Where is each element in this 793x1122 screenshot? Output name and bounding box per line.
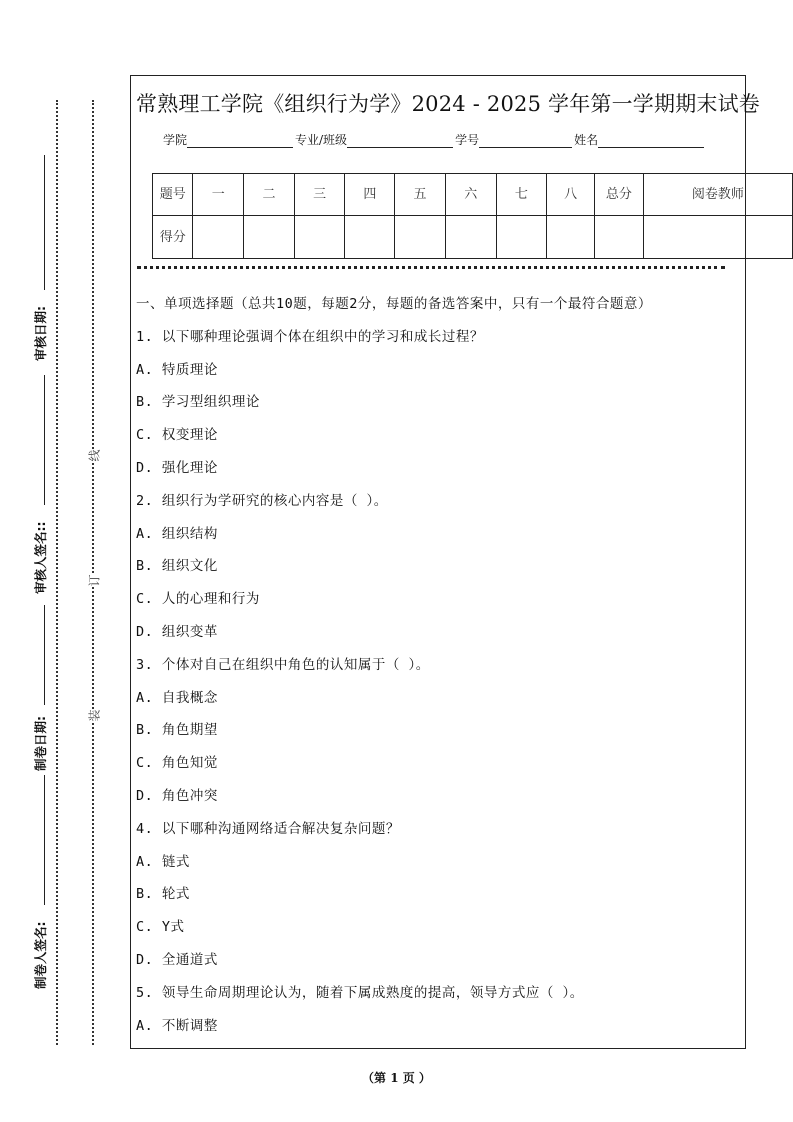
answer-option: D. 强化理论 [136, 460, 218, 476]
score-column-header: 四 [345, 174, 395, 216]
maker-sign-label: 制卷人签名: [33, 921, 48, 989]
score-column-header: 一 [193, 174, 244, 216]
score-cell[interactable] [643, 216, 792, 259]
answer-option: B. 角色期望 [136, 722, 218, 739]
student-id-label: 学号 [455, 133, 480, 147]
score-cell[interactable] [244, 216, 295, 259]
student-info-fields [163, 131, 706, 148]
question-text: 4. 以下哪种沟通网络适合解决复杂问题？ [136, 820, 400, 837]
answer-option: D. 组织变革 [136, 624, 218, 640]
answer-option: A. 不断调整 [136, 1017, 218, 1034]
dotted-margin-line [92, 100, 94, 1045]
question-text: 5. 领导生命周期理论认为，随着下属成熟度的提高，领导方式应（ ）。 [136, 984, 584, 1001]
major-field[interactable] [347, 133, 453, 148]
score-column-header: 二 [244, 174, 295, 216]
line-mark: 线 [87, 449, 102, 462]
major-label: 专业/班级 [295, 133, 348, 147]
answer-option: A. 自我概念 [136, 689, 218, 706]
score-cell[interactable] [193, 216, 244, 259]
score-cell[interactable] [594, 216, 643, 259]
score-column-header: 五 [395, 174, 446, 216]
review-date-label: 审核日期: [33, 306, 48, 361]
name-field[interactable] [598, 133, 704, 148]
score-column-header: 三 [294, 174, 345, 216]
answer-option: C. 权变理论 [136, 427, 218, 444]
score-cell[interactable] [496, 216, 547, 259]
signature-underline [44, 775, 45, 905]
college-label: 学院 [163, 133, 188, 147]
score-row-label: 得分 [153, 216, 193, 259]
answer-option: B. 学习型组织理论 [136, 394, 260, 411]
score-table [152, 173, 793, 259]
answer-option: A. 特质理论 [136, 361, 218, 378]
signature-underline [44, 155, 45, 290]
score-cell[interactable] [345, 216, 395, 259]
answer-option: C. 人的心理和行为 [136, 591, 260, 608]
answer-option: C. Y式 [136, 919, 185, 936]
signature-underline [44, 605, 45, 705]
answer-option: D. 角色冲突 [136, 788, 218, 804]
name-label: 姓名 [574, 133, 599, 147]
answer-option: C. 角色知觉 [136, 755, 218, 772]
question-text: 1. 以下哪种理论强调个体在组织中的学习和成长过程？ [136, 328, 484, 345]
answer-option: D. 全通道式 [136, 952, 218, 968]
score-column-header: 七 [496, 174, 547, 216]
student-id-field[interactable] [479, 133, 572, 148]
answer-option: B. 轮式 [136, 886, 190, 903]
score-column-header: 八 [547, 174, 595, 216]
score-column-header: 总分 [594, 174, 643, 216]
page-title: 常熟理工学院《组织行为学》2024 - 2025 学年第一学期期末试卷 [136, 92, 761, 116]
page-number: （第 1 页 ） [362, 1071, 431, 1085]
answer-option: B. 组织文化 [136, 558, 218, 575]
dotted-divider [137, 266, 725, 269]
question-text: 3. 个体对自己在组织中角色的认知属于（ ）。 [136, 656, 430, 673]
score-cell[interactable] [294, 216, 345, 259]
question-text: 2. 组织行为学研究的核心内容是（ ）。 [136, 492, 388, 509]
make-date-label: 制卷日期: [33, 716, 48, 771]
score-column-header: 六 [445, 174, 496, 216]
score-column-header: 阅卷教师 [643, 174, 792, 216]
section-heading: 一、单项选择题（总共10题，每题2分，每题的备选答案中，只有一个最符合题意） [136, 296, 652, 312]
signature-underline [44, 375, 45, 505]
answer-option: A. 链式 [136, 853, 190, 870]
answer-option: A. 组织结构 [136, 525, 218, 542]
score-cell[interactable] [445, 216, 496, 259]
pack-mark: 装 [87, 709, 102, 722]
score-cell[interactable] [547, 216, 595, 259]
dotted-margin-line [56, 100, 58, 1045]
bind-mark: 订 [87, 574, 102, 587]
question-number-header: 题号 [153, 174, 193, 216]
college-field[interactable] [187, 133, 293, 148]
score-cell[interactable] [395, 216, 446, 259]
reviewer-sign-label: 审核人签名:: [33, 521, 48, 594]
